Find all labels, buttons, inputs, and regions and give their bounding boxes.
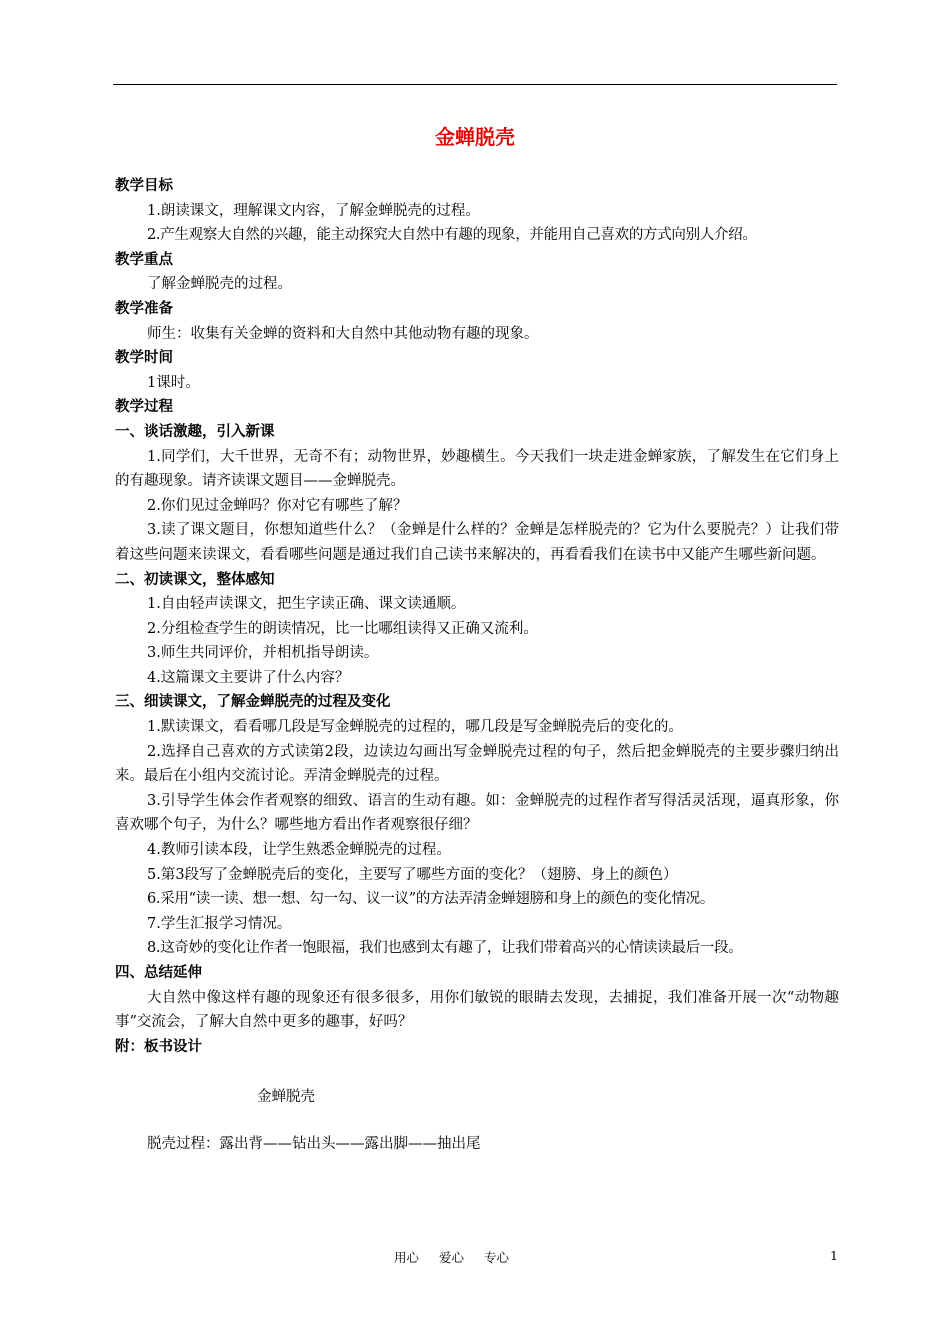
- step3-item: 7.学生汇报学习情况。: [147, 915, 292, 932]
- step4-heading: 四、总结延伸: [115, 965, 202, 981]
- page-footer: [0, 1248, 950, 1268]
- focus-heading: 教学重点: [115, 251, 173, 268]
- appendix-heading: 附：板书设计: [115, 1038, 202, 1055]
- step3-item: 2.选择自己喜欢的方式读第2段，边读边勾画出写金蝉脱壳过程的句子，然后把金蝉脱壳的主要步骤归纳出来。最后在小组内交流讨论。弄清金蝉脱壳的过程。: [115, 743, 839, 785]
- board-process-line: 脱壳过程：露出背——钻出头——露出脚——抽出尾: [147, 1136, 481, 1153]
- step3-item: 8.这奇妙的变化让作者一饱眼福，我们也感到太有趣了，让我们带着高兴的心情读读最后一段。: [147, 940, 743, 957]
- step4-text: 大自然中像这样有趣的现象还有很多很多，用你们敏锐的眼睛去发现，去捕捉，我们准备开展一次“动物趣事”交流会，了解大自然中更多的趣事，好吗？: [115, 989, 839, 1031]
- prep-text: 师生：收集有关金蝉的资料和大自然中其他动物有趣的现象。: [147, 325, 539, 342]
- step2-heading: 二、初读课文，整体感知: [115, 571, 275, 588]
- step1-item: 2.你们见过金蝉吗？你对它有哪些了解？: [147, 497, 408, 514]
- time-text: 1课时。: [147, 374, 200, 391]
- lesson-body: [115, 174, 839, 1156]
- step2-item: 1.自由轻声读课文，把生字读正确、课文读通顺。: [147, 596, 466, 613]
- goal-item: 1.朗读课文，理解课文内容，了解金蝉脱壳的过程。: [147, 202, 480, 219]
- step2-item: 2.分组检查学生的朗读情况，比一比哪组读得又正确又流利。: [147, 620, 538, 637]
- step3-heading: 三、细读课文，了解金蝉脱壳的过程及变化: [115, 694, 391, 711]
- step1-item: 3.读了课文题目，你想知道些什么？（金蝉是什么样的？金蝉是怎样脱壳的？它为什么要脱壳？）让我们带着这些问题来读课文，看看哪些问题是通过我们自己读书来解决的，再看看我们在读书中又能产生哪些新问题。: [115, 522, 839, 563]
- step1-heading: 一、谈话激趣，引入新课: [115, 423, 275, 440]
- footer-word: 用心: [394, 1250, 420, 1265]
- goals-heading: 教学目标: [115, 178, 173, 194]
- process-heading: 教学过程: [115, 399, 173, 416]
- step3-item: 5.第3段写了金蝉脱壳后的变化，主要写了哪些方面的变化？（翅膀、身上的颜色）: [147, 866, 678, 883]
- step1-item: 1.同学们，大千世界，无奇不有；动物世界，妙趣横生。今天我们一块走进金蝉家族，了解发生在它们身上的有趣现象。请齐读课文题目——金蝉脱壳。: [115, 448, 839, 490]
- step2-item: 3.师生共同评价，并相机指导朗读。: [147, 645, 379, 662]
- time-heading: 教学时间: [115, 350, 173, 367]
- board-title: 金蝉脱壳: [257, 1089, 315, 1106]
- step3-item: 6.采用“读一读、想一想、勾一勾、议一议”的方法弄清金蝉翅膀和身上的颜色的变化情况。: [147, 891, 715, 908]
- focus-text: 了解金蝉脱壳的过程。: [147, 276, 292, 293]
- prep-heading: 教学准备: [115, 300, 173, 317]
- page-title: 金蝉脱壳: [435, 125, 515, 149]
- goal-item: 2.产生观察大自然的兴趣，能主动探究大自然中有趣的现象，并能用自己喜欢的方式向别人介绍。: [147, 227, 757, 244]
- step3-item: 3.引导学生体会作者观察的细致、语言的生动有趣。如：金蝉脱壳的过程作者写得活灵活现，逼真形象，你喜欢哪个句子，为什么？哪些地方看出作者观察很仔细？: [115, 792, 839, 834]
- footer-motto: [394, 1248, 529, 1266]
- step2-item: 4.这篇课文主要讲了什么内容？: [147, 669, 350, 686]
- footer-word: 专心: [484, 1250, 510, 1265]
- header-rule: [113, 84, 837, 85]
- step3-item: 4.教师引读本段，让学生熟悉金蝉脱壳的过程。: [147, 842, 451, 859]
- footer-word: 爱心: [439, 1250, 465, 1265]
- page-number: 1: [830, 1248, 838, 1263]
- step3-item: 1.默读课文，看看哪几段是写金蝉脱壳的过程的，哪几段是写金蝉脱壳后的变化的。: [147, 719, 683, 736]
